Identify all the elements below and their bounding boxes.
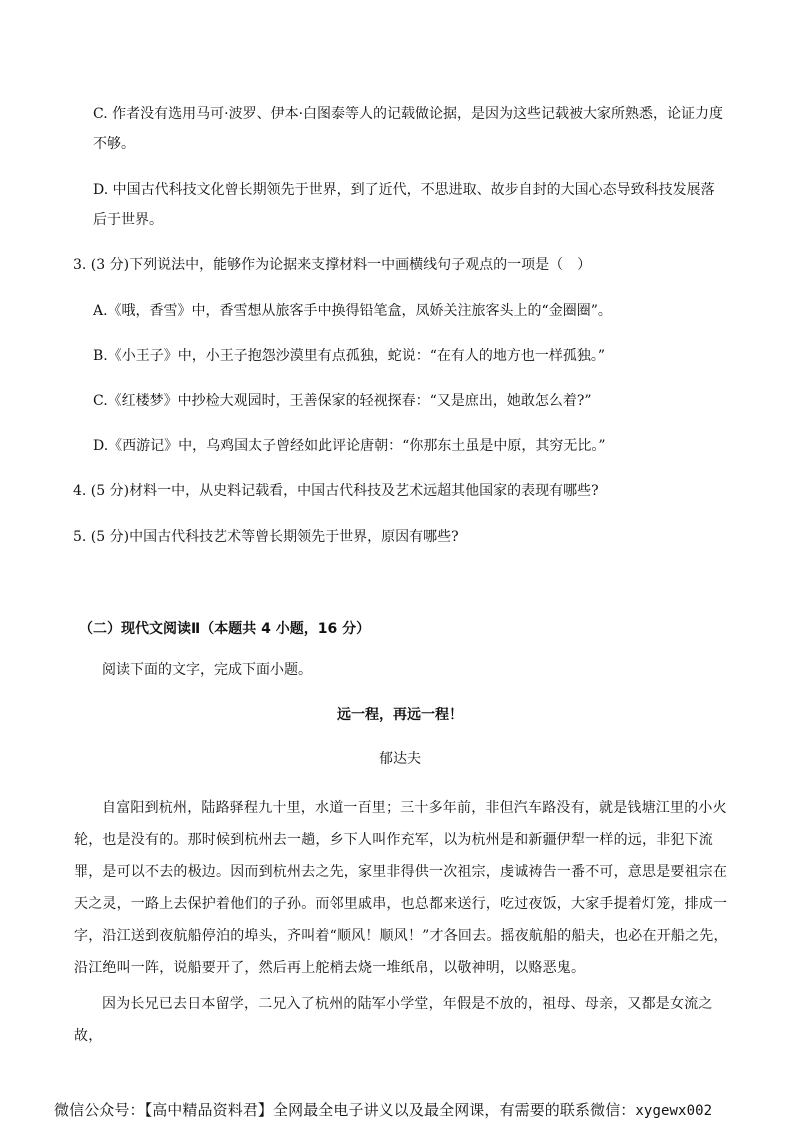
option-d-line1: D. 中国古代科技文化曾长期领先于世界，到了近代，不思进取、故步自封的大国心态导致科技发展落 [93,182,715,198]
option-c-line1: C. 作者没有选用马可·波罗、伊本·白图泰等人的记载做论据，是因为这些记载被大家所熟悉，论证力度 [93,106,724,122]
paragraph-text: 因为长兄已去日本留学，二兄入了杭州的陆军小学堂，年假是不放的，祖母、母亲，又都是女流之故， [74,996,713,1044]
article-author: 郁达夫 [379,751,421,767]
footer-text: 微信公众号：【高中精品资料君】全网最全电子讲义以及最全网课，有需要的联系微信： [54,1101,636,1119]
option-c-line2: 不够。 [93,136,135,152]
paragraph-text: 自富阳到杭州，陆路驿程九十里，水道一百里；三十多年前，非但汽车路没有，就是钱塘江里的小火轮，也是没有的。那时候到杭州去一趟，乡下人叫作充军，以为杭州是和新疆伊犁一样的远，非犯下流罪，是可以不去的极边。因而到杭州去之先，家里非得供一次祖宗，虔诚祷告一番不可，意思是要祖宗在天之灵，一路上去保护着他们的子孙。而邻里戚串，也总都来送行，吃过夜饭，大家手提着灯笼，排成一字，沿江送到夜航船停泊的埠头，齐叫着“顺风！顺风！”才各回去。摇夜航船的船夫，也必在开船之先，沿江绝叫一阵，说船要开了，然后再上舵梢去烧一堆纸帛，以敬神明，以赂恶鬼。 [74,800,728,976]
question-3-stem: 3. (3 分)下列说法中，能够作为论据来支撑材料一中画横线句子观点的一项是（ ） [73,257,592,273]
article-title: 远一程，再远一程！ [337,707,463,723]
article-paragraph-1 [74,792,730,984]
section-title: （二）现代文阅读Ⅱ（本题共 4 小题，16 分） [79,621,371,637]
footer-note [54,1099,754,1120]
question-3-option-b: B.《小王子》中，小王子抱怨沙漠里有点孤独，蛇说：“在有人的地方也一样孤独。” [93,348,606,364]
section-intro: 阅读下面的文字，完成下面小题。 [102,662,312,678]
question-3-option-c: C.《红楼梦》中抄检大观园时，王善保家的轻视探春：“又是庶出，她敢怎么着?” [93,393,592,409]
question-3-option-a: A.《哦，香雪》中，香雪想从旅客手中换得铅笔盒，凤娇关注旅客头上的“金圈圈”。 [93,303,612,319]
wechat-id: xygewx002 [635,1103,713,1119]
question-5: 5. (5 分)中国古代科技艺术等曾长期领先于世界，原因有哪些? [73,529,459,545]
option-d-line2: 后于世界。 [93,212,163,228]
question-4: 4. (5 分)材料一中，从史料记载看，中国古代科技及艺术远超其他国家的表现有哪些? [73,483,599,499]
question-3-option-d: D.《西游记》中，乌鸡国太子曾经如此评论唐朝：“你那东土虽是中原，其穷无比。” [93,438,606,454]
article-paragraph-2 [74,988,730,1052]
